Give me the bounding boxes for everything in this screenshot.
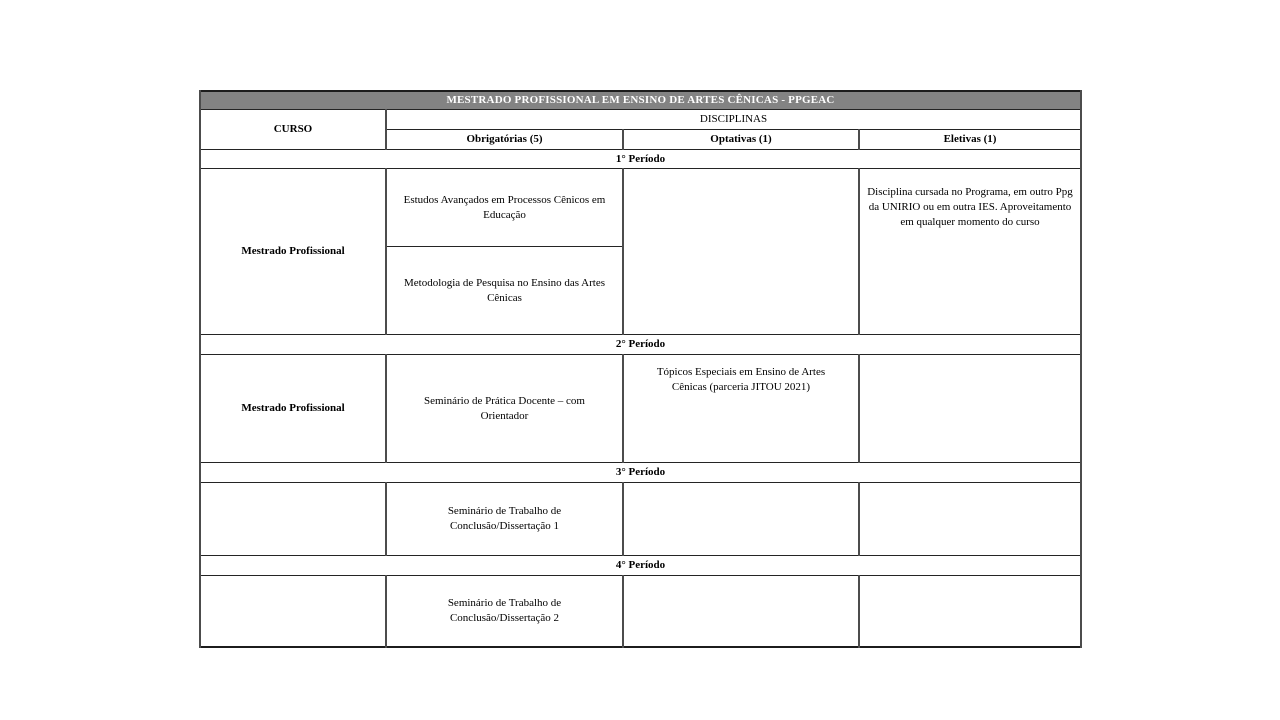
period-1-body-row-1 [200, 169, 1081, 247]
period-1-eletivas: Disciplina cursada no Programa, em outro Ppg da UNIRIO ou em outra IES. Aproveitamento em qualquer momento do curso [859, 169, 1081, 335]
period-4-curso [200, 575, 386, 647]
period-4-optativas [623, 575, 859, 647]
table-title: MESTRADO PROFISSIONAL EM ENSINO DE ARTES CÊNICAS - PPGEAC [200, 91, 1081, 109]
period-4-obrigatoria-1: Seminário de Trabalho de Conclusão/Dissertação 2 [386, 575, 623, 647]
period-2-body-row [200, 355, 1081, 463]
period-2-obrigatoria-1: Seminário de Prática Docente – com Orientador [386, 355, 623, 463]
period-3-body-row [200, 483, 1081, 556]
period-4-eletivas [859, 575, 1081, 647]
period-4-body-row [200, 575, 1081, 647]
period-2-optativas: Tópicos Especiais em Ensino de Artes Cênicas (parceria JITOU 2021) [623, 355, 859, 463]
header-optativas: Optativas (1) [623, 129, 859, 149]
curriculum-table [199, 90, 1082, 648]
period-1-curso: Mestrado Profissional [200, 169, 386, 335]
curriculum-table-container [199, 90, 1082, 648]
period-2-eletivas [859, 355, 1081, 463]
header-disciplinas: DISCIPLINAS [386, 109, 1081, 129]
period-4-label: 4° Período [200, 556, 1081, 576]
period-1-optativas [623, 169, 859, 335]
period-2-curso: Mestrado Profissional [200, 355, 386, 463]
header-curso: CURSO [200, 109, 386, 149]
period-4-label-row [200, 556, 1081, 576]
header-eletivas: Eletivas (1) [859, 129, 1081, 149]
period-2-label-row [200, 335, 1081, 355]
period-1-obrigatoria-2: Metodologia de Pesquisa no Ensino das Artes Cênicas [386, 247, 623, 335]
period-1-label: 1° Período [200, 149, 1081, 169]
period-3-curso [200, 483, 386, 556]
period-1-label-row [200, 149, 1081, 169]
title-row [200, 91, 1081, 109]
header-obrigatorias: Obrigatórias (5) [386, 129, 623, 149]
period-3-label: 3° Período [200, 463, 1081, 483]
period-3-optativas [623, 483, 859, 556]
period-1-obrigatoria-1: Estudos Avançados em Processos Cênicos em Educação [386, 169, 623, 247]
period-3-label-row [200, 463, 1081, 483]
period-3-eletivas [859, 483, 1081, 556]
period-2-label: 2° Período [200, 335, 1081, 355]
header-row-disciplinas [200, 109, 1081, 129]
period-3-obrigatoria-1: Seminário de Trabalho de Conclusão/Dissertação 1 [386, 483, 623, 556]
